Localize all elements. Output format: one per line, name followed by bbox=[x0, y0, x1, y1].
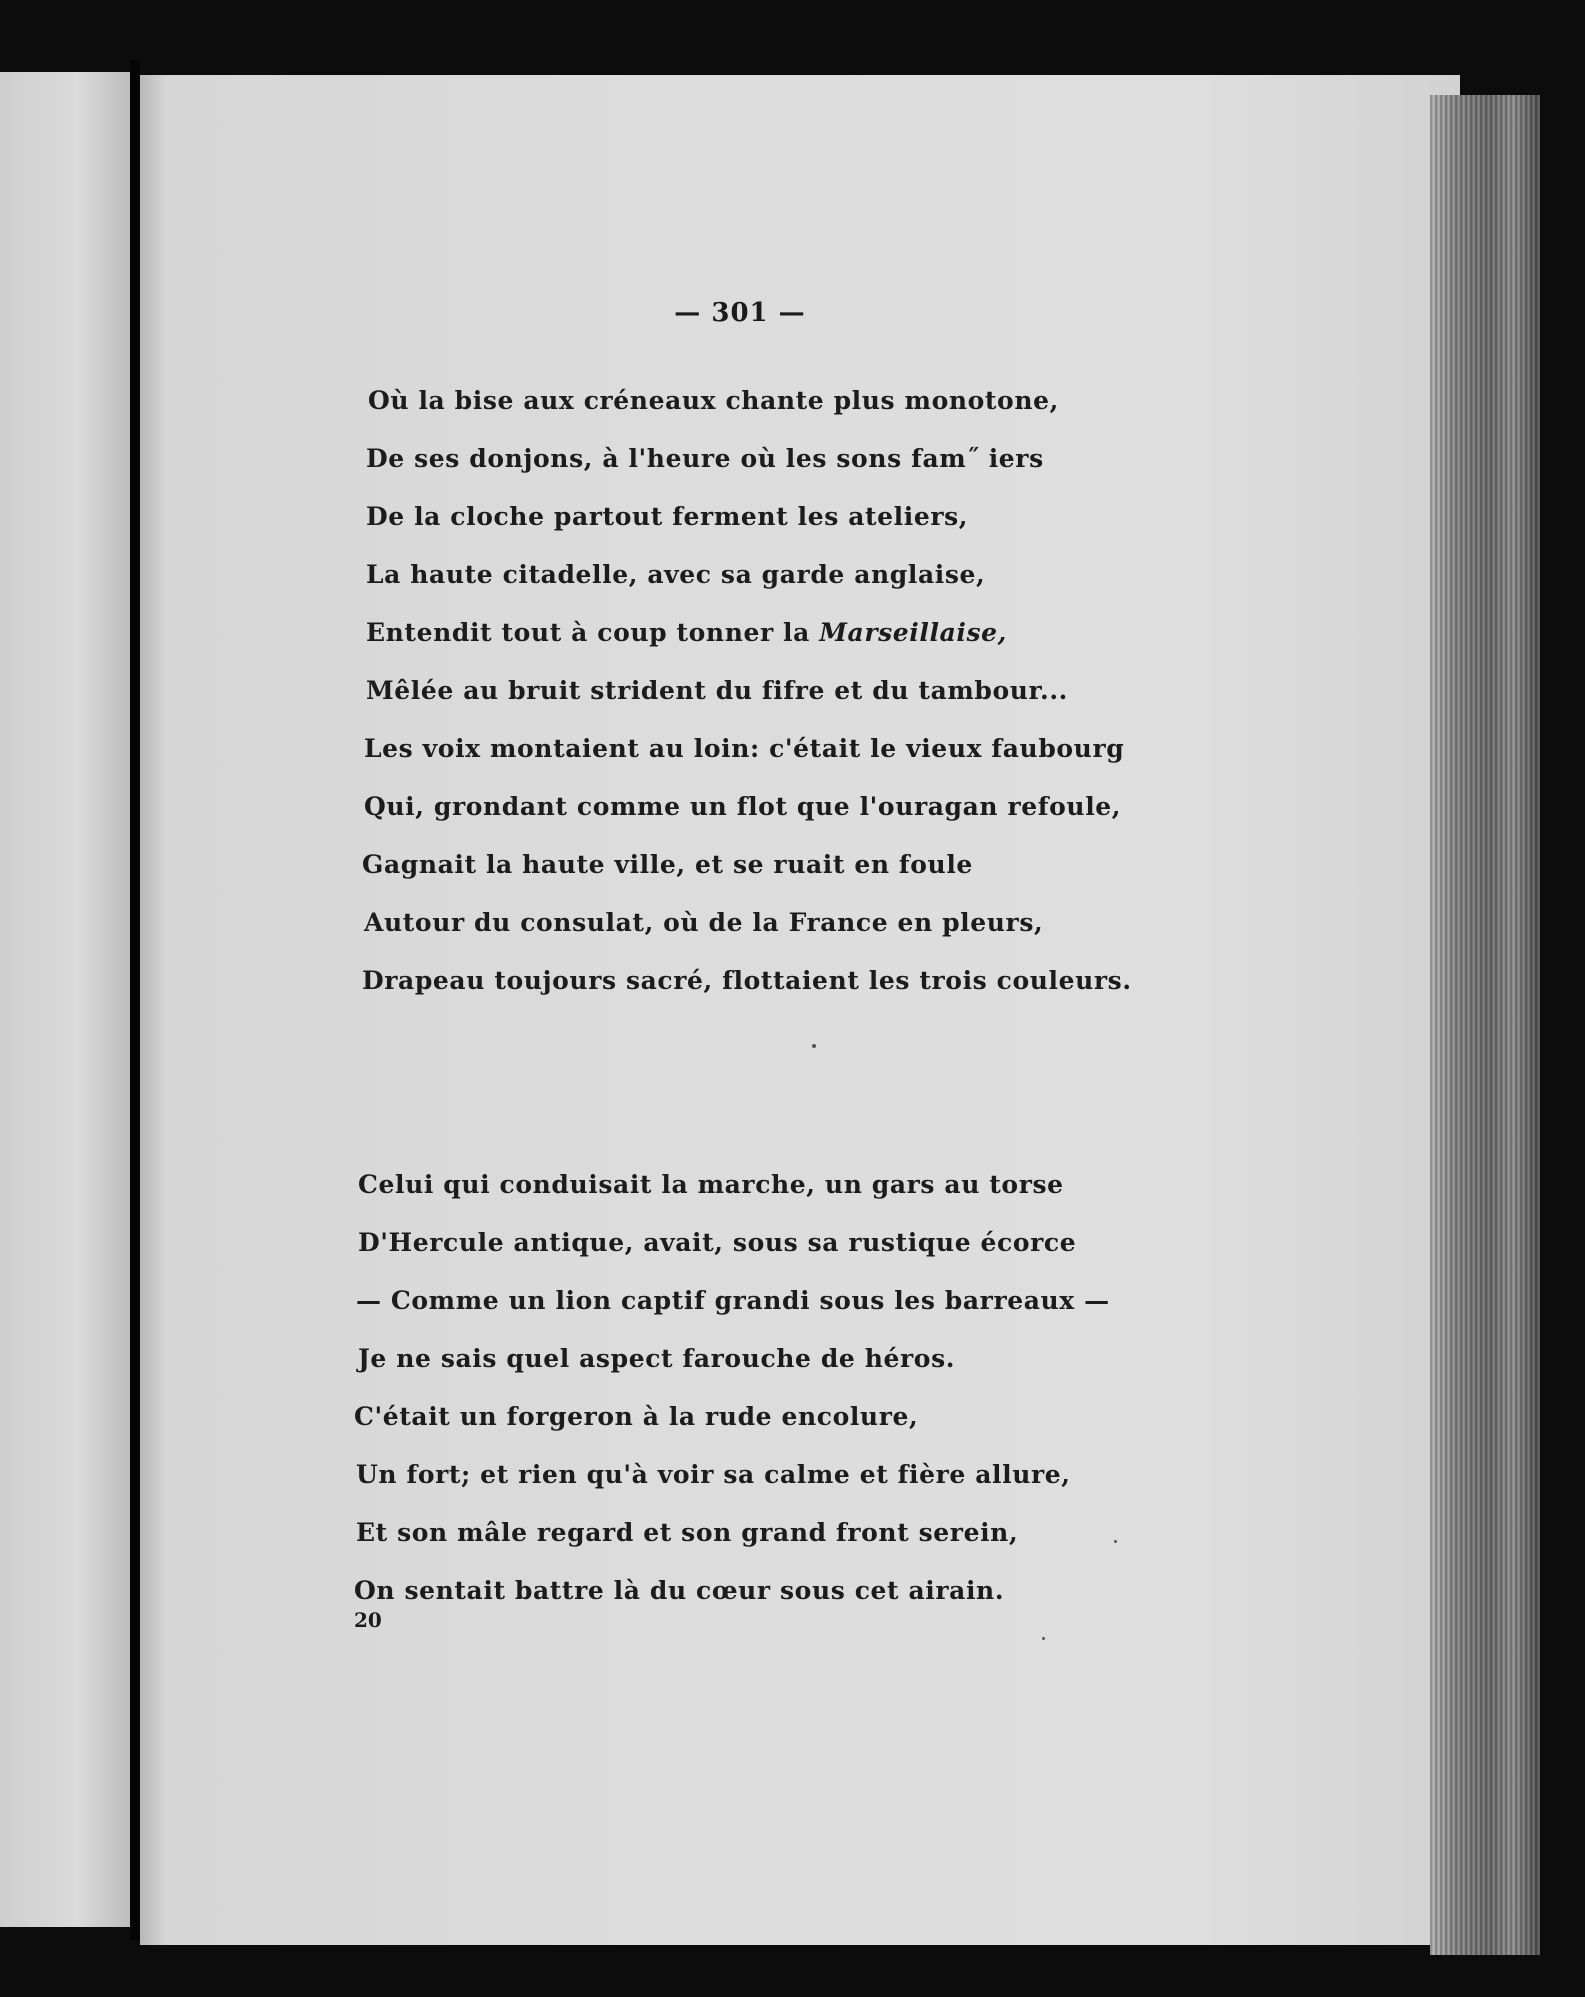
speck bbox=[812, 1044, 816, 1048]
verse-line: On sentait battre là du cœur sous cet airain. bbox=[354, 1576, 1005, 1605]
verse-line-with-italic bbox=[366, 618, 1007, 647]
verse-line: La haute citadelle, avec sa garde anglaise, bbox=[366, 560, 986, 589]
verse-line: D'Hercule antique, avait, sous sa rustique écorce bbox=[358, 1228, 1077, 1257]
book-gutter bbox=[130, 60, 140, 1940]
page-number: — 301 — bbox=[674, 298, 806, 328]
verse-line: Mêlée au bruit strident du fifre et du tambour... bbox=[366, 676, 1068, 705]
verse-line: Gagnait la haute ville, et se ruait en foule bbox=[362, 850, 973, 879]
verse-line: Je ne sais quel aspect farouche de héros. bbox=[358, 1344, 956, 1373]
verse-line: De la cloche partout ferment les ateliers, bbox=[366, 502, 969, 531]
book-page bbox=[140, 75, 1460, 1945]
speck bbox=[1114, 1540, 1117, 1543]
italic-title: Marseillaise, bbox=[819, 618, 1007, 647]
signature-mark: 20 bbox=[354, 1608, 382, 1632]
verse-line: Qui, grondant comme un flot que l'ouragan refoule, bbox=[364, 792, 1122, 821]
page-stack-edge bbox=[1430, 95, 1540, 1955]
verse-line: Drapeau toujours sacré, flottaient les trois couleurs. bbox=[362, 966, 1132, 995]
speck bbox=[1042, 1637, 1045, 1640]
facing-page-edge bbox=[0, 72, 130, 1927]
verse-line: Un fort; et rien qu'à voir sa calme et fière allure, bbox=[356, 1460, 1071, 1489]
verse-line: Les voix montaient au loin: c'était le vieux faubourg bbox=[364, 734, 1125, 763]
verse-line: De ses donjons, à l'heure où les sons fam˝ iers bbox=[366, 444, 1044, 473]
verse-line: — Comme un lion captif grandi sous les barreaux — bbox=[356, 1286, 1110, 1315]
verse-line: Celui qui conduisait la marche, un gars au torse bbox=[358, 1170, 1064, 1199]
verse-line: Et son mâle regard et son grand front serein, bbox=[356, 1518, 1019, 1547]
verse-line: Autour du consulat, où de la France en pleurs, bbox=[364, 908, 1044, 937]
verse-text: Entendit tout à coup tonner la bbox=[366, 618, 820, 647]
verse-line: C'était un forgeron à la rude encolure, bbox=[354, 1402, 919, 1431]
verse-line: Où la bise aux créneaux chante plus monotone, bbox=[368, 386, 1059, 415]
